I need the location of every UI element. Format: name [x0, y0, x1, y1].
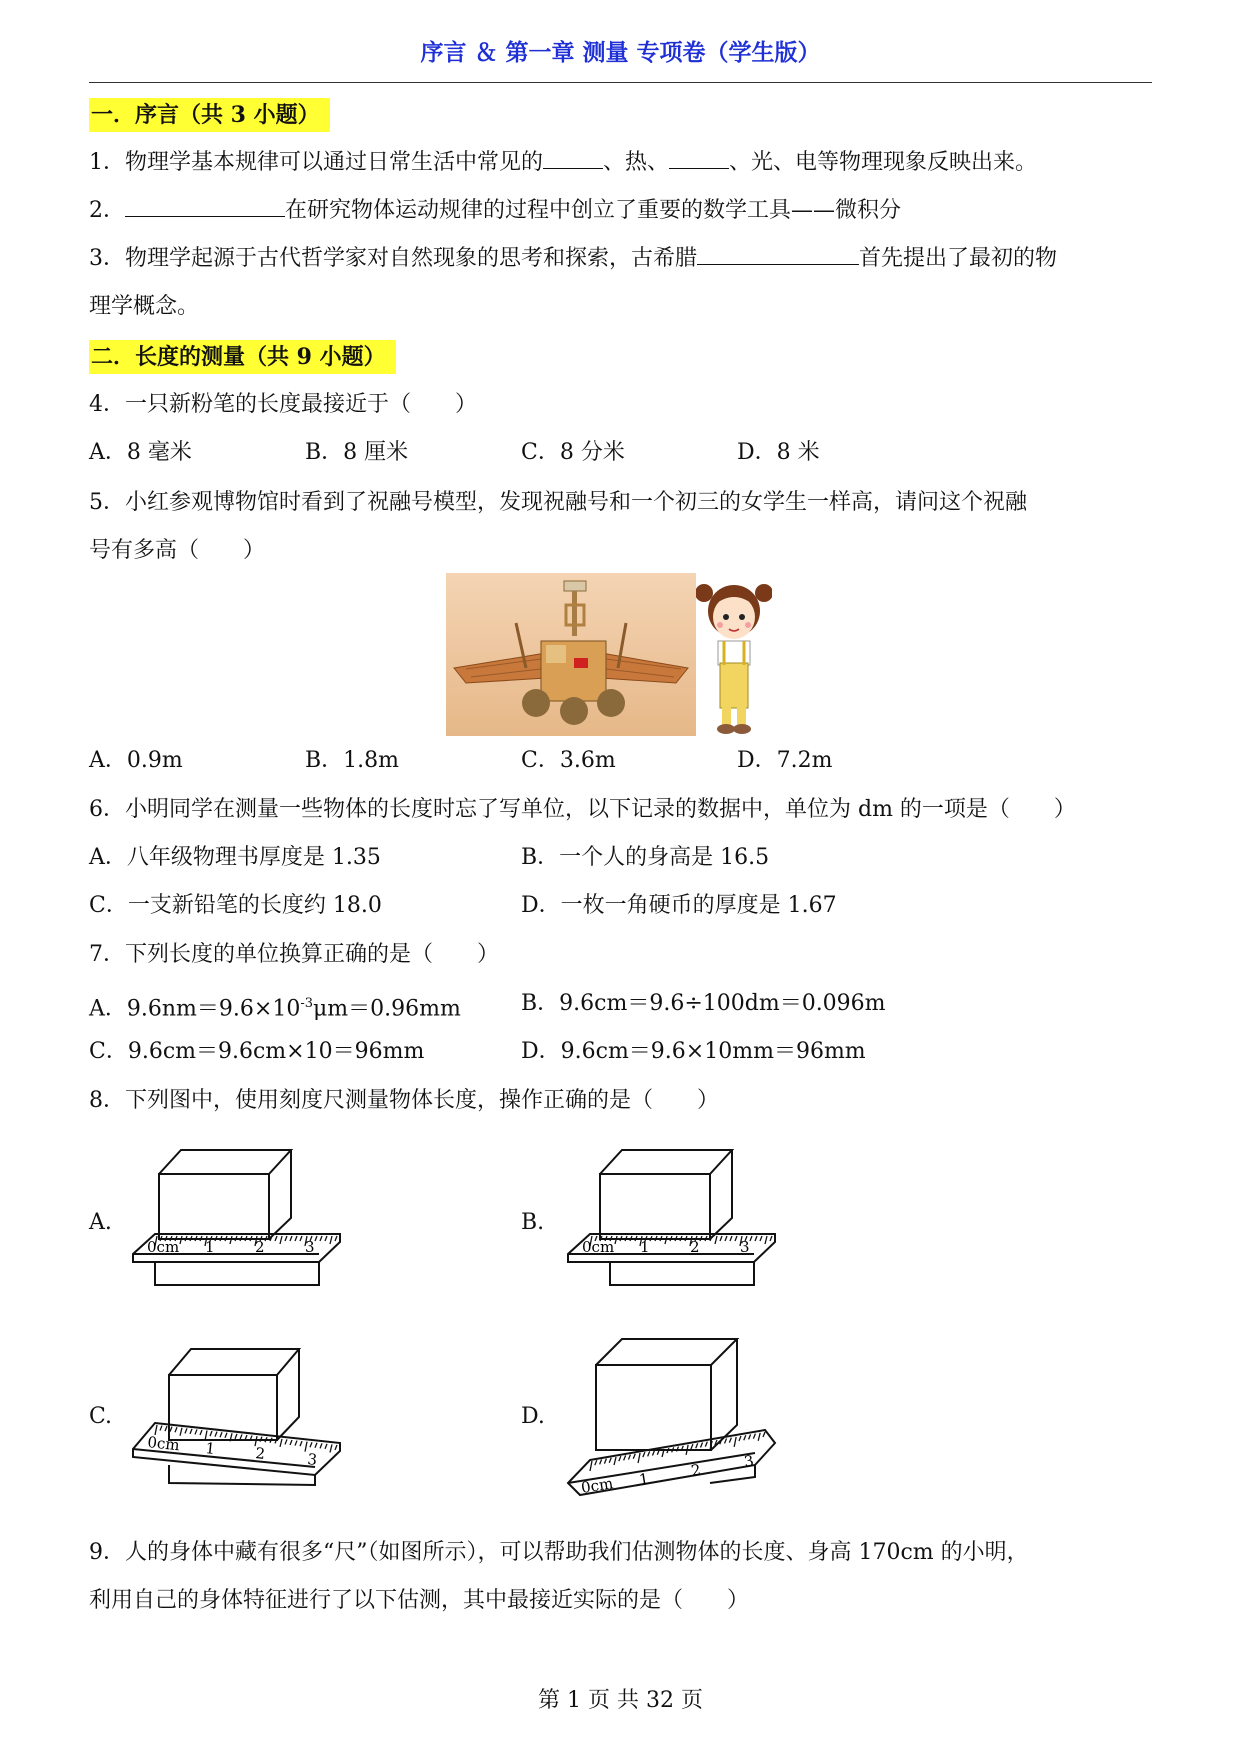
ruler-tick: [630, 1236, 632, 1241]
ruler-tick: [305, 1442, 307, 1452]
q8-option-a[interactable]: A.: [89, 1210, 112, 1235]
ruler-tick: [648, 1451, 650, 1456]
ruler-tick: [650, 1236, 652, 1241]
ruler-tick: [175, 1427, 177, 1432]
ruler-tick: [320, 1236, 322, 1241]
ruler-tick: [655, 1236, 657, 1241]
q6-option-a[interactable]: A．八年级物理书厚度是 1.35: [89, 845, 381, 870]
q8-c-tick-1: 1: [204, 1439, 216, 1458]
ruler-tick: [744, 1435, 746, 1440]
q1-text: 物理学基本规律可以通过日常生活中常见的: [125, 150, 544, 175]
ruler-tick: [715, 1236, 717, 1244]
ruler-tick: [240, 1236, 242, 1241]
ruler-tick: [290, 1236, 292, 1241]
ruler-tick: [300, 1441, 302, 1446]
question-3: [89, 244, 1057, 274]
question-1: [89, 148, 1037, 178]
ruler-tick: [200, 1236, 202, 1241]
q7-option-d[interactable]: D．9.6cm＝9.6×10mm＝96mm: [521, 1039, 866, 1064]
question-9-line-1: 9．人的身体中藏有很多“尺”（如图所示），可以帮助我们估测物体的长度、身高 170cm 的小明，: [89, 1540, 1029, 1565]
ruler-tick: [320, 1443, 322, 1448]
ruler-tick: [225, 1236, 227, 1241]
question-7-stem: 7．下列长度的单位换算正确的是（ ）: [89, 942, 499, 967]
ruler-tick: [638, 1453, 640, 1463]
ruler-tick: [225, 1433, 227, 1438]
q1-text-end: 、光、电等物理现象反映出来。: [729, 150, 1038, 175]
ruler-tick: [701, 1442, 703, 1447]
ruler-tick: [215, 1236, 217, 1241]
question-4-stem: 4．一只新粉笔的长度最接近于（ ）: [89, 392, 477, 417]
ruler-tick: [735, 1236, 737, 1241]
q7-a-text-end: μm＝0.96mm: [313, 996, 461, 1022]
q8-c-tick-2: 2: [254, 1444, 266, 1463]
ruler-tick: [250, 1236, 252, 1241]
q8-option-b[interactable]: B.: [521, 1210, 545, 1235]
q8-d-tick-3: 3: [742, 1451, 756, 1471]
q8-b-tick-0: 0cm: [582, 1238, 615, 1256]
question-2: [89, 196, 901, 226]
q8-a-tick-3: 3: [305, 1238, 315, 1256]
q8-figure-c: [125, 1325, 345, 1510]
q4-option-c[interactable]: C．8 分米: [521, 440, 625, 465]
section-2-title: 二．长度的测量（共 9 小题）: [89, 340, 396, 374]
ruler-tick: [310, 1442, 312, 1447]
ruler-tick: [200, 1430, 202, 1435]
q8-d-tick-0: 0cm: [579, 1474, 615, 1497]
q7-a-text: A．9.6nm＝9.6×10: [89, 996, 301, 1022]
ruler-tick: [280, 1439, 282, 1447]
ruler-tick: [275, 1236, 277, 1241]
q8-c-tick-3: 3: [306, 1450, 318, 1469]
q7-option-c[interactable]: C．9.6cm＝9.6cm×10＝96mm: [89, 1039, 425, 1064]
ruler-tick: [628, 1455, 630, 1460]
q1-text-mid: 、热、: [603, 150, 670, 175]
ruler-tick: [633, 1454, 635, 1459]
ruler-tick: [295, 1441, 297, 1446]
ruler-tick: [185, 1236, 187, 1241]
q5-option-d[interactable]: D．7.2m: [737, 748, 833, 773]
ruler-tick: [619, 1456, 621, 1461]
q5-option-c[interactable]: C．3.6m: [521, 748, 616, 773]
ruler-tick: [210, 1431, 212, 1436]
q8-option-d[interactable]: D.: [521, 1404, 545, 1429]
ruler-tick: [700, 1236, 702, 1241]
ruler-tick: [705, 1442, 707, 1447]
ruler-tick: [672, 1447, 674, 1452]
ruler-tick: [604, 1459, 606, 1464]
question-9-line-2: 利用自己的身体特征进行了以下估测，其中最接近实际的是（ ）: [89, 1588, 750, 1613]
ruler-tick: [325, 1236, 327, 1241]
header-rule: [89, 82, 1152, 83]
ruler-tick: [614, 1457, 616, 1465]
ruler-tick: [335, 1445, 337, 1450]
ruler-tick: [660, 1236, 662, 1241]
ruler-tick: [170, 1427, 172, 1432]
q8-d-tick-1: 1: [637, 1469, 651, 1489]
q4-option-d[interactable]: D．8 米: [737, 440, 820, 465]
ruler-tick: [739, 1436, 741, 1441]
ruler-tick: [670, 1236, 672, 1241]
ruler-tick: [290, 1440, 292, 1445]
ruler-tick: [625, 1236, 627, 1241]
ruler-tick: [215, 1432, 217, 1437]
ruler-tick: [730, 1236, 732, 1241]
ruler-tick: [691, 1444, 693, 1449]
ruler-tick: [295, 1236, 297, 1241]
ruler-tick: [753, 1434, 755, 1439]
q8-figure-d: [560, 1325, 780, 1510]
ruler-tick: [635, 1236, 637, 1241]
ruler-tick: [165, 1426, 167, 1431]
ruler-tick: [195, 1429, 197, 1434]
question-3-line-2: 理学概念。: [89, 294, 200, 319]
q3-number: 3．: [89, 246, 125, 271]
q4-option-a[interactable]: A．8 毫米: [89, 440, 192, 465]
ruler-tick: [734, 1437, 736, 1447]
ruler-tick: [190, 1429, 192, 1434]
q1-blank-2[interactable]: [669, 148, 729, 169]
q5-option-a[interactable]: A．0.9m: [89, 748, 183, 773]
ruler-tick: [652, 1451, 654, 1456]
ruler-tick: [705, 1236, 707, 1241]
ruler-tick: [330, 1444, 332, 1452]
ruler-tick: [729, 1438, 731, 1443]
ruler-tick: [195, 1236, 197, 1241]
q3-text: 物理学起源于古代哲学家对自然现象的思考和探索，古希腊: [125, 246, 698, 271]
ruler-tick: [190, 1236, 192, 1241]
ruler-tick: [755, 1236, 757, 1241]
ruler-tick: [160, 1426, 162, 1431]
q2-blank[interactable]: [125, 196, 285, 217]
ruler-tick: [185, 1428, 187, 1433]
girl-cartoon-image: [696, 573, 772, 736]
ruler-tick: [758, 1433, 760, 1441]
ruler-tick: [220, 1432, 222, 1437]
q8-b-tick-1: 1: [640, 1238, 650, 1256]
q7-option-a[interactable]: [89, 989, 461, 1024]
zhurong-rover-image: [446, 573, 696, 736]
ruler-tick: [325, 1444, 327, 1449]
ruler-tick: [335, 1236, 337, 1241]
q6-option-d[interactable]: D．一枚一角硬币的厚度是 1.67: [521, 893, 837, 918]
ruler-tick: [265, 1437, 267, 1442]
ruler-tick: [749, 1434, 751, 1439]
ruler-tick: [770, 1236, 772, 1241]
ruler-tick: [685, 1236, 687, 1241]
ruler-tick: [300, 1236, 302, 1241]
ruler-tick: [245, 1236, 247, 1241]
q1-number: 1．: [89, 150, 125, 175]
ruler-tick: [590, 1461, 592, 1471]
q8-a-tick-1: 1: [205, 1238, 215, 1256]
q6-option-b[interactable]: B．一个人的身高是 16.5: [521, 845, 770, 870]
ruler-tick: [240, 1434, 242, 1439]
ruler-tick: [285, 1439, 287, 1444]
ruler-tick: [270, 1438, 272, 1443]
ruler-tick: [595, 1460, 597, 1465]
q4-option-b[interactable]: B．8 厘米: [305, 440, 409, 465]
q8-b-tick-3: 3: [740, 1238, 750, 1256]
ruler-tick: [600, 1459, 602, 1464]
question-6-stem: 6．小明同学在测量一些物体的长度时忘了写单位，以下记录的数据中，单位为 dm 的一项是（ ）: [89, 797, 1076, 822]
ruler-tick: [725, 1438, 727, 1443]
q8-figure-a: [125, 1130, 345, 1305]
q7-option-b[interactable]: B．9.6cm＝9.6÷100dm＝0.096m: [521, 991, 886, 1016]
q5-option-b[interactable]: B．1.8m: [305, 748, 400, 773]
ruler-tick: [235, 1434, 237, 1439]
ruler-tick: [620, 1236, 622, 1241]
question-5-line-1: 5．小红参观博物馆时看到了祝融号模型，发现祝融号和一个初三的女学生一样高，请问这个祝融: [89, 490, 1028, 515]
q6-option-c[interactable]: C．一支新铅笔的长度约 18.0: [89, 893, 382, 918]
ruler-tick: [330, 1236, 332, 1244]
q8-c-tick-0: 0cm: [146, 1433, 181, 1455]
ruler-tick: [609, 1458, 611, 1463]
q2-number: 2．: [89, 198, 125, 223]
ruler-tick: [765, 1236, 767, 1244]
ruler-tick: [760, 1236, 762, 1241]
ruler-tick: [750, 1236, 752, 1241]
ruler-tick: [720, 1236, 722, 1241]
q3-text-end: 首先提出了最初的物: [859, 246, 1058, 271]
page-header-title: 序言 ＆ 第一章 测量 专项卷（学生版）: [420, 39, 821, 66]
q7-a-exponent: -3: [300, 996, 313, 1011]
ruler-tick: [220, 1236, 222, 1241]
ruler-tick: [675, 1236, 677, 1241]
ruler-tick: [315, 1443, 317, 1448]
ruler-tick: [235, 1236, 237, 1241]
q8-b-tick-2: 2: [690, 1238, 700, 1256]
q3-blank[interactable]: [697, 244, 859, 265]
ruler-tick: [265, 1236, 267, 1241]
ruler-tick: [643, 1452, 645, 1457]
question-8-stem: 8．下列图中，使用刻度尺测量物体长度，操作正确的是（ ）: [89, 1088, 719, 1113]
q2-text: 在研究物体运动规律的过程中创立了重要的数学工具——微积分: [285, 198, 902, 223]
ruler-tick: [696, 1443, 698, 1448]
ruler-tick: [180, 1428, 182, 1436]
section-1-title: 一．序言（共 3 小题）: [89, 98, 330, 132]
ruler-tick: [280, 1236, 282, 1244]
ruler-tick: [285, 1236, 287, 1241]
q8-figure-b: [560, 1130, 780, 1305]
q8-d-tick-2: 2: [689, 1460, 703, 1480]
q8-a-tick-0: 0cm: [147, 1238, 180, 1256]
q8-a-tick-2: 2: [255, 1238, 265, 1256]
ruler-tick: [624, 1455, 626, 1460]
ruler-tick: [680, 1236, 682, 1241]
page-footer: 第 1 页 共 32 页: [538, 1688, 703, 1713]
ruler-tick: [315, 1236, 317, 1241]
q8-option-c[interactable]: C.: [89, 1404, 113, 1429]
ruler-tick: [763, 1432, 765, 1437]
question-5-line-2: 号有多高（ ）: [89, 538, 266, 563]
q1-blank-1[interactable]: [543, 148, 603, 169]
ruler-tick: [667, 1448, 669, 1453]
ruler-tick: [725, 1236, 727, 1241]
